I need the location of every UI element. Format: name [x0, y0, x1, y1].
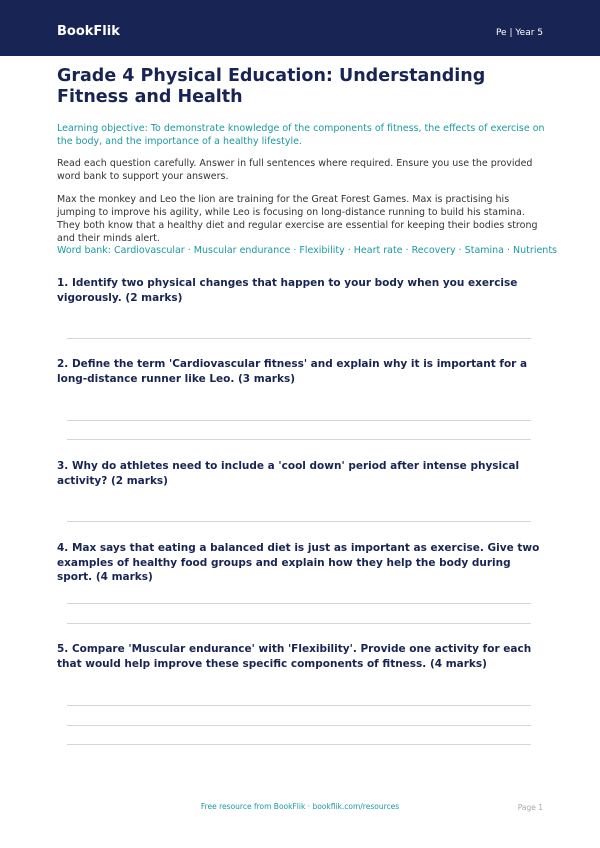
answer-line[interactable]: [67, 623, 531, 624]
question-3: 3. Why do athletes need to include a 'cool down' period after intense physical activity? (2 marks): [57, 460, 520, 487]
question-2: 2. Define the term 'Cardiovascular fitness' and explain why it is important for a long-distance runner like Leo. (3 marks): [57, 358, 528, 385]
answer-line[interactable]: [67, 744, 531, 745]
question-5: 5. Compare 'Muscular endurance' with 'Flexibility'. Provide one activity for each that would help improve these specific components of fitness. (4 marks): [57, 643, 532, 670]
answer-line[interactable]: [67, 725, 531, 726]
answer-line[interactable]: [67, 705, 531, 706]
header-bar: [0, 0, 600, 56]
answer-line[interactable]: [67, 338, 531, 339]
answer-line[interactable]: [67, 521, 531, 522]
learning-objective: Learning objective: To demonstrate knowledge of the components of fitness, the effects of exercise on the body, and the importance of a healthy lifestyle.: [57, 123, 545, 147]
word-bank: Word bank: Cardiovascular · Muscular endurance · Flexibility · Heart rate · Recovery · Stamina · Nutrients: [57, 245, 557, 256]
answer-line[interactable]: [67, 439, 531, 440]
footer-link[interactable]: Free resource from BookFlik · bookflik.com/resources: [200, 802, 400, 811]
answer-line[interactable]: [67, 603, 531, 604]
brand-logo[interactable]: BookFlik: [57, 24, 120, 39]
page-title: Grade 4 Physical Education: Understanding Fitness and Health: [57, 66, 486, 107]
question-4: 4. Max says that eating a balanced diet is just as important as exercise. Give two examples of healthy food groups and explain how they help the body during sport. (4 marks): [57, 542, 540, 583]
page-number: Page 1: [517, 803, 543, 812]
answer-line[interactable]: [67, 420, 531, 421]
subject-year-label: Pe | Year 5: [495, 28, 543, 38]
instructions-text: Read each question carefully. Answer in full sentences where required. Ensure you use the provided word bank to support your answers.: [57, 158, 533, 182]
question-1: 1. Identify two physical changes that happen to your body when you exercise vigorously. (2 marks): [57, 277, 518, 304]
story-text: Max the monkey and Leo the lion are training for the Great Forest Games. Max is practising his jumping to improve his agility, while Leo is focusing on long-distance running to build his stamina. They both know that a healthy diet and regular exercise are essential for keeping their bodies strong and their minds alert.: [57, 194, 538, 244]
